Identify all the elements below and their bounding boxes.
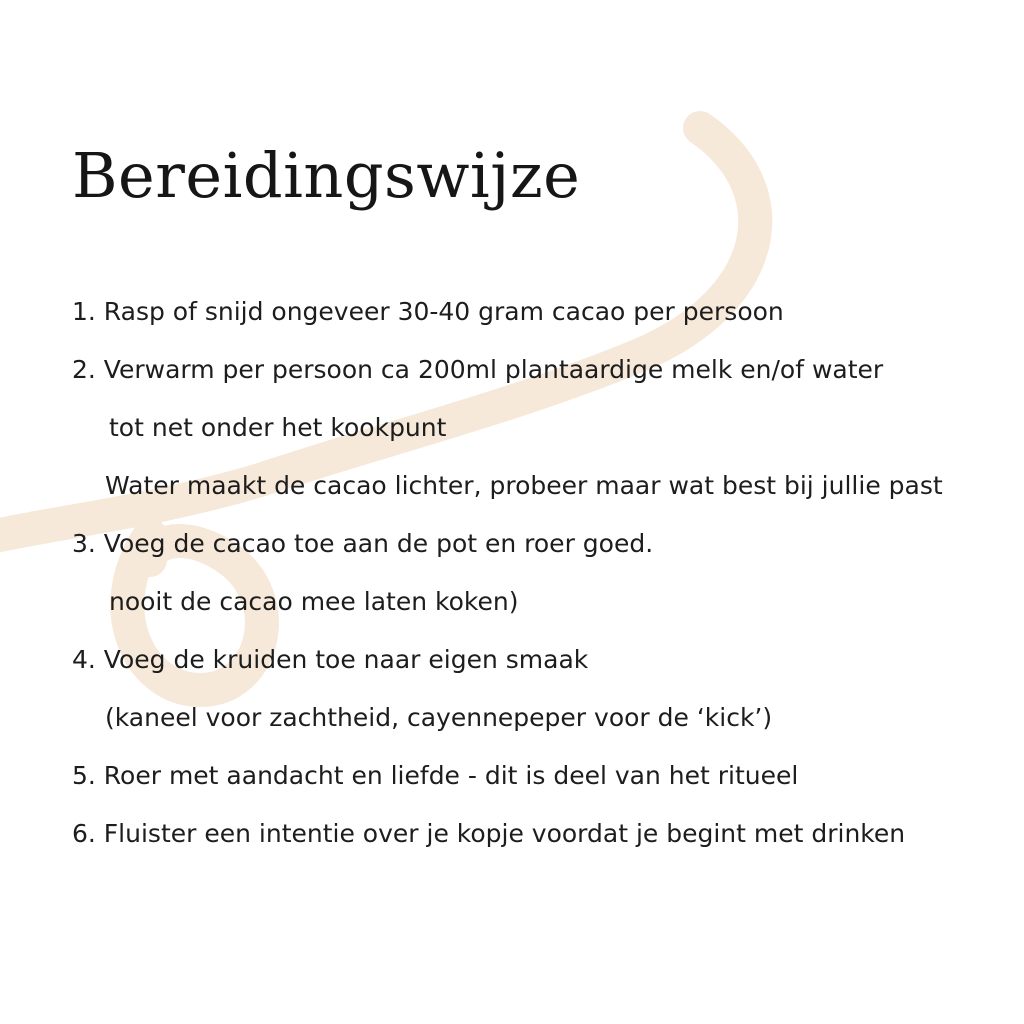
instruction-list <box>72 283 1012 863</box>
step-2-note: Water maakt de cacao lichter, probeer maar wat best bij jullie past <box>105 471 943 500</box>
step-4-note: (kaneel voor zachtheid, cayennepeper voor de ‘kick’) <box>105 703 773 732</box>
step-2: 2. Verwarm per persoon ca 200ml plantaardige melk en/of water <box>72 355 884 384</box>
step-3: 3. Voeg de cacao toe aan de pot en roer goed. <box>72 529 654 558</box>
step-6: 6. Fluister een intentie over je kopje voordat je begint met drinken <box>72 819 906 848</box>
step-4: 4. Voeg de kruiden toe naar eigen smaak <box>72 645 589 674</box>
page-title: Bereidingswijze <box>72 139 581 212</box>
step-5: 5. Roer met aandacht en liefde - dit is deel van het ritueel <box>72 761 799 790</box>
step-3-note: nooit de cacao mee laten koken) <box>109 587 519 616</box>
step-1: 1. Rasp of snijd ongeveer 30-40 gram cacao per persoon <box>72 297 784 326</box>
step-2-continuation: tot net onder het kookpunt <box>109 413 447 442</box>
